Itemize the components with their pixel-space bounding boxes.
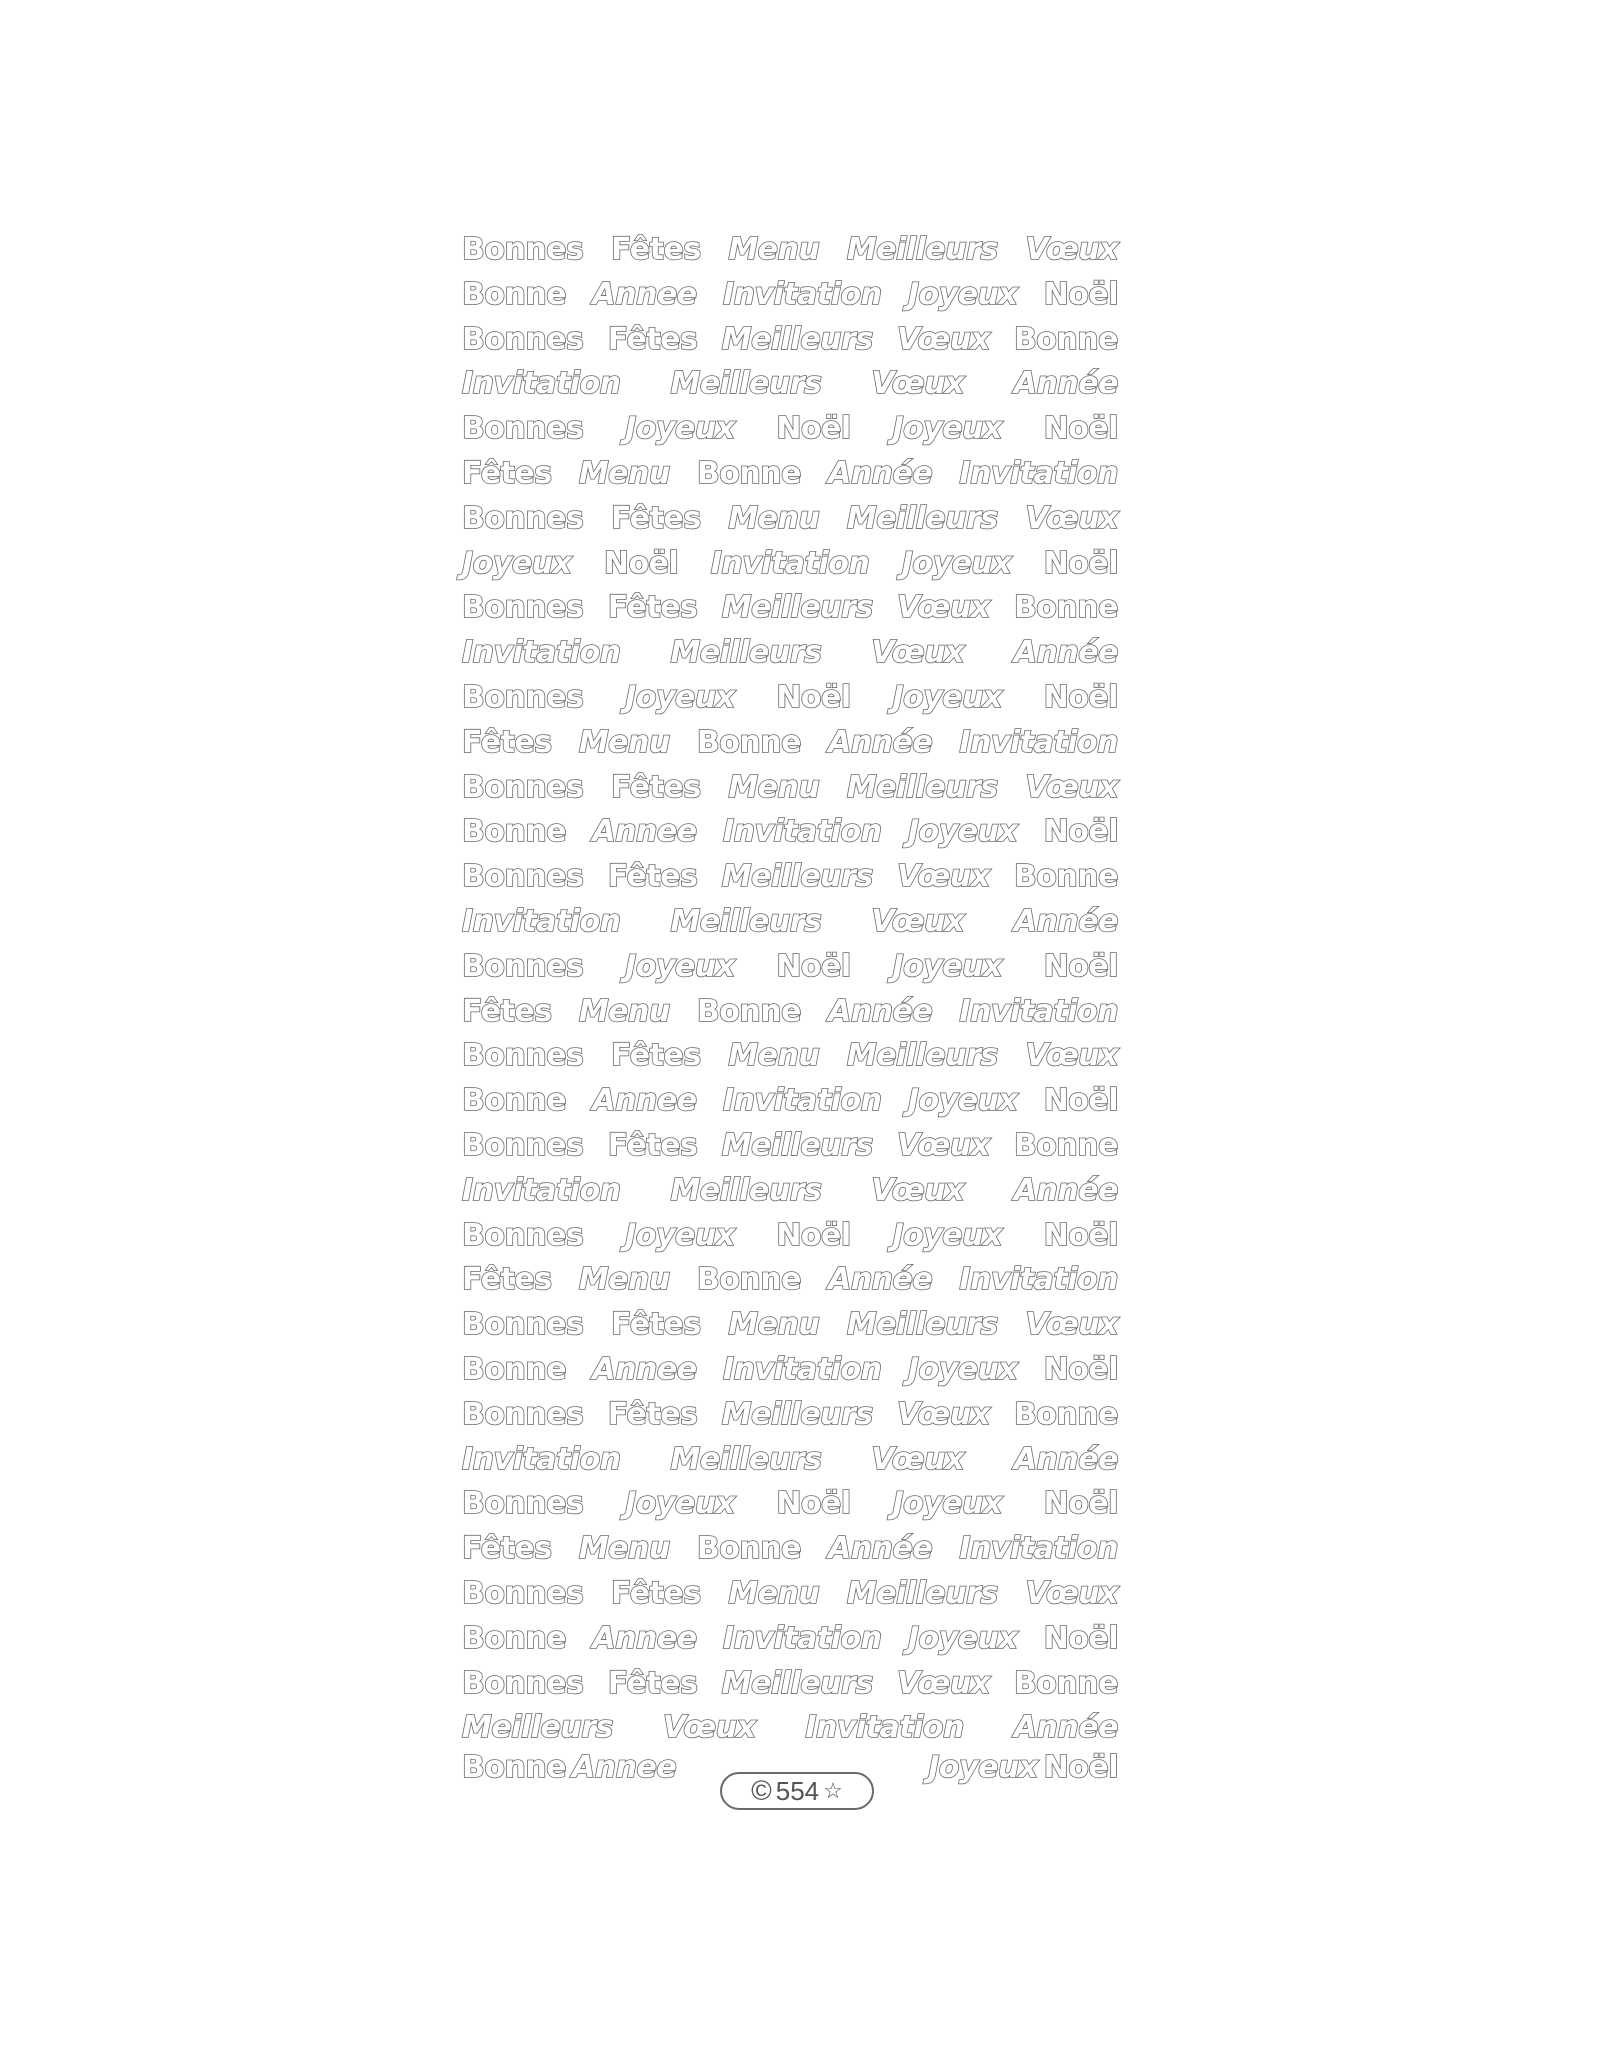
sticker-word: Vœux bbox=[897, 859, 990, 894]
sticker-word: Menu bbox=[578, 1262, 670, 1297]
sticker-word: Noël bbox=[776, 1218, 851, 1253]
sticker-row bbox=[462, 1662, 1118, 1706]
sticker-word: Bonne bbox=[462, 1621, 567, 1656]
sticker-word: Bonne bbox=[1013, 590, 1118, 625]
sticker-word: Bonne bbox=[1013, 1397, 1118, 1432]
sticker-word: Fêtes bbox=[611, 770, 701, 805]
sticker-row bbox=[462, 586, 1118, 630]
sticker-word: Menu bbox=[728, 1576, 820, 1611]
sticker-word: Vœux bbox=[1025, 1038, 1118, 1073]
sticker-word: Bonne bbox=[462, 1352, 567, 1387]
sticker-word: Joyeux bbox=[892, 1218, 1002, 1253]
sticker-word: Vœux bbox=[871, 635, 964, 670]
sticker-row bbox=[462, 542, 1118, 586]
sticker-word: Vœux bbox=[1025, 770, 1118, 805]
sticker-word: Bonne bbox=[696, 1262, 801, 1297]
sticker-word: Meilleurs bbox=[846, 1038, 998, 1073]
sticker-word: Annee bbox=[572, 1750, 677, 1785]
sticker-word: Invitation bbox=[959, 1262, 1118, 1297]
sticker-word: Vœux bbox=[871, 366, 964, 401]
sticker-word: Bonnes bbox=[462, 1666, 584, 1701]
sticker-word: Vœux bbox=[871, 904, 964, 939]
sticker-word: Meilleurs bbox=[846, 770, 998, 805]
sheet-number: 554 bbox=[775, 1775, 820, 1806]
sticker-row bbox=[462, 721, 1118, 765]
star-icon: ☆ bbox=[823, 1778, 843, 1803]
sticker-word: Annee bbox=[592, 1083, 697, 1118]
sticker-word: Bonnes bbox=[462, 1576, 584, 1611]
sticker-word: Meilleurs bbox=[670, 904, 822, 939]
sticker-word: Vœux bbox=[897, 322, 990, 357]
sticker-word: Invitation bbox=[959, 994, 1118, 1029]
sticker-word: Vœux bbox=[897, 1666, 990, 1701]
sticker-word: Joyeux bbox=[625, 1486, 735, 1521]
sticker-word: Joyeux bbox=[907, 1083, 1018, 1118]
sticker-row bbox=[462, 1079, 1118, 1123]
sticker-word: Joyeux bbox=[907, 277, 1018, 312]
sticker-word: Meilleurs bbox=[846, 232, 998, 267]
sticker-word: Annee bbox=[592, 277, 697, 312]
sticker-row bbox=[462, 228, 1118, 272]
sticker-row bbox=[462, 1214, 1118, 1258]
sticker-word: Bonnes bbox=[462, 1486, 584, 1521]
sticker-word: Joyeux bbox=[928, 1750, 1038, 1785]
sticker-row bbox=[462, 1348, 1118, 1392]
sticker-word: Joyeux bbox=[892, 1486, 1002, 1521]
sticker-word: Bonnes bbox=[462, 411, 584, 446]
sticker-row bbox=[462, 1572, 1118, 1616]
sticker-word: Bonnes bbox=[462, 1218, 584, 1253]
sticker-word: Noël bbox=[776, 411, 851, 446]
sticker-word: Vœux bbox=[1025, 232, 1118, 267]
sticker-word: Bonne bbox=[1013, 1128, 1118, 1163]
sticker-word: Année bbox=[1013, 904, 1118, 939]
sticker-word: Bonnes bbox=[462, 1128, 584, 1163]
sticker-row bbox=[462, 452, 1118, 496]
sticker-word: Bonnes bbox=[462, 1397, 584, 1432]
sticker-row bbox=[462, 900, 1118, 944]
sticker-word: Bonne bbox=[696, 994, 801, 1029]
sticker-row bbox=[462, 1258, 1118, 1302]
sticker-word: Bonnes bbox=[462, 501, 584, 536]
sticker-word: Vœux bbox=[1025, 1576, 1118, 1611]
sticker-word: Menu bbox=[578, 1531, 670, 1566]
sticker-word: Invitation bbox=[805, 1710, 964, 1745]
sticker-word: Meilleurs bbox=[721, 1397, 873, 1432]
sticker-word: Bonnes bbox=[462, 1038, 584, 1073]
sticker-word: Fêtes bbox=[607, 1666, 698, 1701]
sticker-word: Bonne bbox=[1013, 1666, 1118, 1701]
sticker-word: Noël bbox=[776, 680, 851, 715]
sticker-word: Annee bbox=[592, 1621, 697, 1656]
sticker-word: Fêtes bbox=[462, 725, 552, 760]
sticker-word: Meilleurs bbox=[846, 1576, 998, 1611]
sticker-word: Meilleurs bbox=[721, 859, 873, 894]
sticker-word: Meilleurs bbox=[670, 635, 822, 670]
sticker-row bbox=[462, 1438, 1118, 1482]
sticker-word: Joyeux bbox=[907, 1621, 1018, 1656]
sticker-word: Menu bbox=[578, 725, 670, 760]
sticker-word: Fêtes bbox=[611, 232, 701, 267]
sticker-word: Joyeux bbox=[892, 411, 1002, 446]
sticker-word: Noël bbox=[1043, 1750, 1118, 1785]
sticker-word: Joyeux bbox=[907, 1352, 1018, 1387]
sticker-word: Invitation bbox=[722, 814, 882, 849]
sticker-row bbox=[462, 945, 1118, 989]
sticker-word: Meilleurs bbox=[462, 1710, 613, 1745]
sticker-word: Noël bbox=[1043, 1486, 1118, 1521]
sticker-row bbox=[462, 1303, 1118, 1347]
sticker-word: Noël bbox=[1043, 1352, 1118, 1387]
sticker-word: Noël bbox=[1043, 1621, 1118, 1656]
sticker-row bbox=[462, 990, 1118, 1034]
sticker-word: Fêtes bbox=[607, 859, 698, 894]
sticker-row bbox=[462, 1482, 1118, 1526]
sticker-word: Menu bbox=[728, 232, 820, 267]
sticker-word: Vœux bbox=[871, 1442, 964, 1477]
sticker-word: Fêtes bbox=[462, 994, 552, 1029]
sticker-row bbox=[462, 407, 1118, 451]
sticker-word: Bonnes bbox=[462, 590, 584, 625]
sticker-word: Fêtes bbox=[607, 590, 698, 625]
sticker-word: Fêtes bbox=[607, 1397, 698, 1432]
sticker-word: Année bbox=[828, 725, 933, 760]
sticker-word: Bonne bbox=[696, 725, 801, 760]
sticker-word: Meilleurs bbox=[721, 1128, 873, 1163]
sticker-row bbox=[462, 766, 1118, 810]
sticker-word: Fêtes bbox=[611, 1038, 701, 1073]
sticker-word: Joyeux bbox=[625, 411, 735, 446]
sticker-word: Noël bbox=[1043, 1218, 1118, 1253]
sticker-row bbox=[462, 1034, 1118, 1078]
sticker-row bbox=[462, 855, 1118, 899]
sticker-word: Meilleurs bbox=[670, 1442, 822, 1477]
sticker-row bbox=[462, 318, 1118, 362]
sticker-sheet bbox=[462, 228, 1118, 1818]
sticker-word: Fêtes bbox=[462, 456, 552, 491]
sticker-word: Bonne bbox=[696, 1531, 801, 1566]
sticker-word: Invitation bbox=[462, 1442, 621, 1477]
sticker-word: Meilleurs bbox=[721, 322, 873, 357]
sticker-word: Fêtes bbox=[607, 1128, 698, 1163]
sticker-word: Fêtes bbox=[611, 1307, 701, 1342]
sticker-word: Bonne bbox=[462, 1083, 567, 1118]
sticker-word: Bonnes bbox=[462, 859, 584, 894]
copyright-badge bbox=[720, 1772, 874, 1810]
sticker-word: Noël bbox=[1043, 411, 1118, 446]
sticker-word: Noël bbox=[1043, 814, 1118, 849]
sticker-word: Bonnes bbox=[462, 322, 584, 357]
sticker-word: Invitation bbox=[722, 1621, 882, 1656]
sticker-row bbox=[462, 273, 1118, 317]
sticker-word: Invitation bbox=[710, 546, 870, 581]
sticker-row bbox=[462, 1706, 1118, 1750]
sticker-word: Fêtes bbox=[607, 322, 698, 357]
sticker-row bbox=[462, 810, 1118, 854]
sticker-word: Noël bbox=[776, 949, 851, 984]
sticker-word: Noël bbox=[1043, 949, 1118, 984]
sticker-word: Année bbox=[1013, 1442, 1118, 1477]
sticker-word: Meilleurs bbox=[670, 1173, 822, 1208]
sticker-word: Invitation bbox=[462, 1173, 621, 1208]
sticker-word: Noël bbox=[776, 1486, 851, 1521]
sticker-row bbox=[462, 497, 1118, 541]
sticker-word: Fêtes bbox=[462, 1262, 552, 1297]
sticker-word: Année bbox=[828, 1262, 933, 1297]
sticker-row bbox=[462, 1393, 1118, 1437]
sticker-word: Vœux bbox=[662, 1710, 756, 1745]
sticker-word: Joyeux bbox=[901, 546, 1012, 581]
sticker-word: Menu bbox=[728, 770, 820, 805]
sticker-word: Menu bbox=[728, 501, 820, 536]
sticker-word: Meilleurs bbox=[846, 1307, 998, 1342]
sticker-row bbox=[462, 1617, 1118, 1661]
sticker-word: Noël bbox=[1043, 546, 1118, 581]
sticker-word: Bonnes bbox=[462, 949, 584, 984]
sticker-word: Invitation bbox=[462, 635, 621, 670]
sticker-word: Invitation bbox=[959, 456, 1118, 491]
sticker-word: Année bbox=[828, 456, 933, 491]
sticker-word: Invitation bbox=[722, 1083, 882, 1118]
sticker-word: Invitation bbox=[959, 725, 1118, 760]
sticker-word: Vœux bbox=[871, 1173, 964, 1208]
sticker-word: Menu bbox=[728, 1038, 820, 1073]
sticker-word: Bonne bbox=[462, 1750, 567, 1785]
sticker-word: Joyeux bbox=[907, 814, 1018, 849]
sticker-word: Noël bbox=[1043, 277, 1118, 312]
sticker-word: Fêtes bbox=[611, 501, 701, 536]
sticker-word: Bonnes bbox=[462, 770, 584, 805]
sticker-word: Meilleurs bbox=[670, 366, 822, 401]
sticker-word: Bonne bbox=[1013, 322, 1118, 357]
sticker-word: Joyeux bbox=[892, 949, 1002, 984]
sticker-row bbox=[462, 1124, 1118, 1168]
sticker-word: Année bbox=[1013, 1710, 1118, 1745]
sticker-word: Vœux bbox=[1025, 1307, 1118, 1342]
sticker-word: Noël bbox=[603, 546, 679, 581]
sticker-word: Année bbox=[828, 1531, 933, 1566]
sticker-word: Fêtes bbox=[462, 1531, 552, 1566]
sticker-word: Vœux bbox=[897, 590, 990, 625]
sticker-row bbox=[462, 362, 1118, 406]
sticker-word: Menu bbox=[728, 1307, 820, 1342]
sticker-word: Invitation bbox=[959, 1531, 1118, 1566]
sticker-word: Invitation bbox=[722, 1352, 882, 1387]
sticker-word: Joyeux bbox=[625, 949, 735, 984]
sticker-row bbox=[462, 1527, 1118, 1571]
sticker-word: Année bbox=[1013, 635, 1118, 670]
sticker-word: Année bbox=[1013, 1173, 1118, 1208]
sticker-word: Vœux bbox=[897, 1397, 990, 1432]
sticker-word: Invitation bbox=[462, 366, 621, 401]
sticker-word: Joyeux bbox=[892, 680, 1002, 715]
sticker-word: Invitation bbox=[462, 904, 621, 939]
sticker-word: Joyeux bbox=[625, 1218, 735, 1253]
sticker-word: Bonne bbox=[696, 456, 801, 491]
sticker-word: Bonne bbox=[1013, 859, 1118, 894]
sticker-word: Meilleurs bbox=[721, 590, 873, 625]
sticker-row bbox=[462, 1169, 1118, 1213]
sticker-word: Année bbox=[1013, 366, 1118, 401]
sticker-word: Bonnes bbox=[462, 680, 584, 715]
sticker-word: Meilleurs bbox=[721, 1666, 873, 1701]
sticker-word: Invitation bbox=[722, 277, 882, 312]
sticker-word: Menu bbox=[578, 994, 670, 1029]
sticker-word: Menu bbox=[578, 456, 670, 491]
sticker-row bbox=[462, 631, 1118, 675]
sticker-word: Bonnes bbox=[462, 232, 584, 267]
copyright-icon: © bbox=[751, 1775, 772, 1806]
sticker-word: Vœux bbox=[897, 1128, 990, 1163]
sticker-word: Meilleurs bbox=[846, 501, 998, 536]
sticker-word: Joyeux bbox=[462, 546, 572, 581]
sticker-word: Noël bbox=[1043, 1083, 1118, 1118]
sticker-word: Vœux bbox=[1025, 501, 1118, 536]
sticker-word: Bonne bbox=[462, 277, 567, 312]
sticker-word: Annee bbox=[592, 814, 697, 849]
sticker-word: Annee bbox=[592, 1352, 697, 1387]
sticker-word: Bonne bbox=[462, 814, 567, 849]
sticker-row bbox=[462, 676, 1118, 720]
sticker-word: Année bbox=[828, 994, 933, 1029]
sticker-word: Fêtes bbox=[611, 1576, 701, 1611]
sticker-word: Noël bbox=[1043, 680, 1118, 715]
sticker-word: Bonnes bbox=[462, 1307, 584, 1342]
sticker-word: Joyeux bbox=[625, 680, 735, 715]
